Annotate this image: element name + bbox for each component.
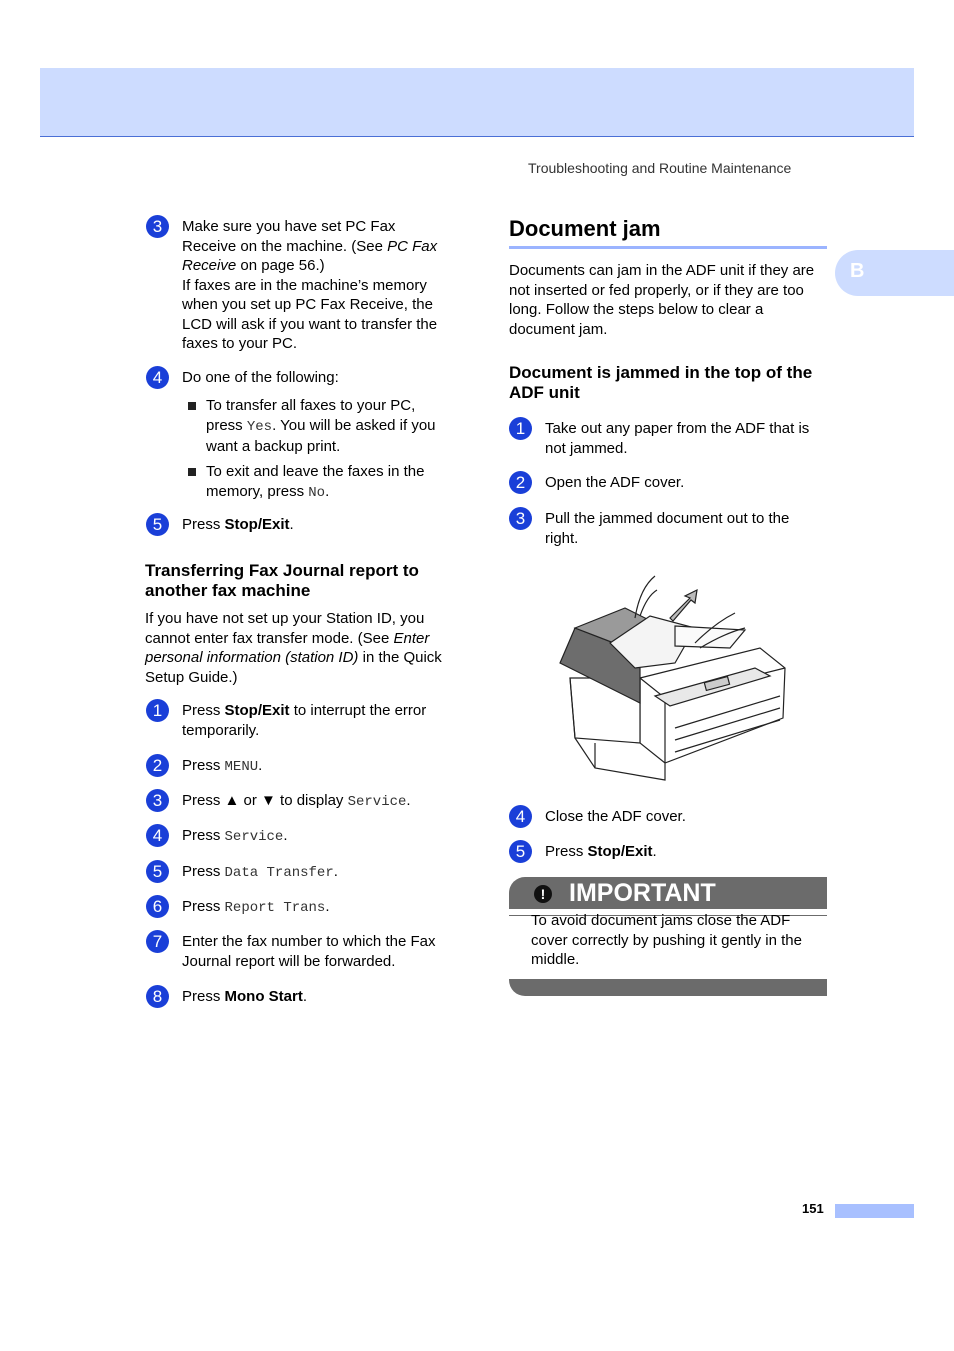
step-4-choose [146,366,466,506]
step-number: 2 [509,471,532,494]
section-heading-fax-journal: Transferring Fax Journal report to another fax machine [145,561,419,600]
adf-step-3 [509,507,839,549]
page-number-bar [835,1204,914,1218]
journal-step-1 [146,699,466,741]
step-number: 3 [509,507,532,530]
text-line: when you set up PC Fax Receive, the [182,296,433,313]
bullet-text: To transfer all faxes to your PC, press Yes. You will be asked if you want a backup print. [206,397,436,455]
text-line: Make sure you have set PC Fax [182,218,396,235]
text-line: Receive on the machine. (See PC Fax [182,237,438,255]
step-text: Press ▲ or ▼ to display Service. [182,792,411,810]
text-line: If faxes are in the machine’s memory [182,276,427,294]
important-header [509,877,827,909]
header-band [40,68,914,137]
page-number: 151 [802,1201,824,1216]
step-number: 4 [509,805,532,828]
step-text: Press Stop/Exit. [182,516,294,533]
step-text: Press Stop/Exit to interrupt the error temporarily. [182,702,427,739]
text-line: LCD will ask if you want to transfer the [182,315,438,333]
adf-step-5 [509,840,839,866]
step-5-stop [146,513,466,539]
journal-step-6 [146,895,466,921]
chapter-letter: B [850,260,865,282]
step-number: 4 [146,366,169,389]
journal-step-5 [146,860,466,886]
step-text: Press Service. [182,827,288,845]
section-title-document-jam: Document jam [509,216,661,241]
step-number: 5 [146,513,169,536]
section-heading-top-adf: Document is jammed in the top of the ADF unit [509,363,813,402]
step-number: 4 [146,824,169,847]
fax-journal-intro: If you have not set up your Station ID, you cannot enter fax transfer mode. (See Enter personal information (station ID) in the Quick Setup Guide.) [145,610,442,686]
step-number: 5 [146,860,169,883]
important-text: To avoid document jams close the ADF cover correctly by pushing it gently in the middle. [531,912,802,968]
step-3-pc-fax [146,215,466,355]
step-number: 8 [146,985,169,1008]
journal-step-7 [146,930,466,972]
adf-jam-illustration [555,568,790,784]
step-text: Press MENU. [182,757,263,775]
running-head: Troubleshooting and Routine Maintenance [528,160,792,176]
bullet-square [188,468,196,476]
step-text [182,217,437,354]
title-rule [509,246,827,249]
step-text: Press Mono Start. [182,988,308,1005]
step-number: 1 [509,417,532,440]
step-number: 3 [146,789,169,812]
text-line: Receive on page 56.) [182,257,325,274]
adf-step-4 [509,805,839,831]
step-number: 7 [146,930,169,953]
chapter-tab [835,250,954,296]
step-text: Press Data Transfer. [182,863,338,881]
journal-step-8 [146,985,466,1011]
step-text: Pull the jammed document out to the right. [545,510,790,547]
text-line: faxes to your PC. [182,335,298,352]
important-title: IMPORTANT [569,879,716,907]
adf-step-1 [509,417,839,459]
step-text: Open the ADF cover. [545,474,685,491]
step-number: 2 [146,754,169,777]
step-number: 1 [146,699,169,722]
step-text: Close the ADF cover. [545,808,686,825]
journal-step-3 [146,789,466,815]
journal-step-4 [146,824,466,850]
step-text: Take out any paper from the ADF that is not jammed. [545,420,810,457]
step-number: 5 [509,840,532,863]
important-footer [509,979,827,996]
bullet-square [188,402,196,410]
step-text: Press Stop/Exit. [545,843,657,860]
step-text: Enter the fax number to which the Fax Journal report will be forwarded. [182,933,436,970]
step-number: 3 [146,215,169,238]
adf-step-2 [509,471,839,497]
bullet-text: To exit and leave the faxes in the memory, press No. [206,463,425,501]
step-text: Press Report Trans. [182,898,330,916]
step-text: Do one of the following: [182,369,339,386]
warning-icon: ! [534,885,552,903]
document-jam-intro: Documents can jam in the ADF unit if they are not inserted or fed properly, or if they are too long. Follow the steps below to clear a document jam. [509,262,815,338]
journal-step-2 [146,754,466,780]
step-number: 6 [146,895,169,918]
